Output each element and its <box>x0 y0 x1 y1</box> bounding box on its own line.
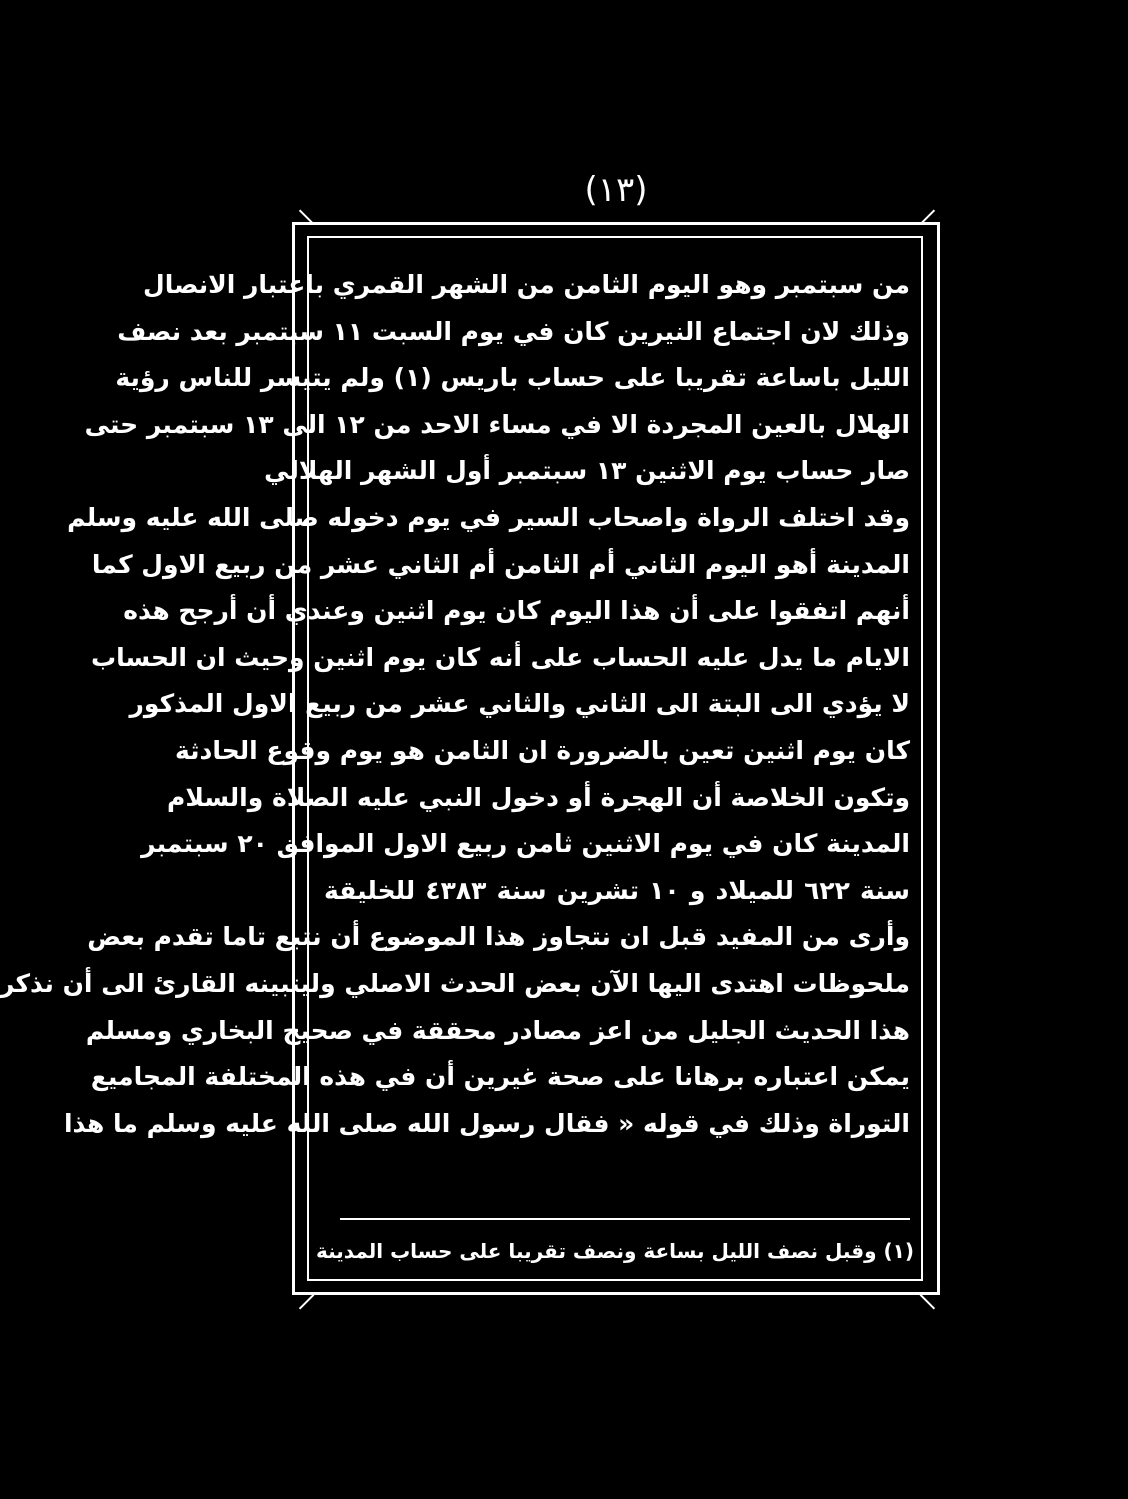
text-line: وتكون الخلاصة أن الهجرة أو دخول النبي عليه الصلاة والسلام <box>167 782 910 812</box>
text-line: المدينة أهو اليوم الثاني أم الثامن أم الثاني عشر من ربيع الاول كما <box>91 549 910 579</box>
footnote: (١) وقبل نصف الليل بساعة ونصف تقريبا على حساب المدينة <box>315 1239 914 1263</box>
text-line: كان يوم اثنين تعين بالضرورة ان الثامن هو يوم وقوع الحادثة <box>174 735 910 765</box>
border-corner-bottom-right <box>920 1294 936 1310</box>
text-line: يمكن اعتباره برهانا على صحة غيرين أن في هذه المختلفة المجاميع <box>90 1062 910 1092</box>
text-line: وذلك لان اجتماع النيرين كان في يوم السبت ١١ سبتمبر بعد نصف <box>117 316 910 346</box>
text-line: لا يؤدي الى البتة الى الثاني والثاني عشر من ربيع الاول المذكور <box>129 689 910 719</box>
border-corner-bottom-left <box>299 1294 315 1310</box>
text-line: أنهم اتفقوا على أن هذا اليوم كان يوم اثنين وعندي أن أرجح هذه <box>123 596 910 626</box>
body-text <box>0 262 910 1147</box>
page-number: (١٣) <box>584 170 648 210</box>
text-line: المدينة كان في يوم الاثنين ثامن ربيع الاول الموافق ٢٠ سبتمبر <box>141 829 910 859</box>
text-line: الهلال بالعين المجردة الا في مساء الاحد من ١٢ الى ١٣ سبتمبر حتى <box>84 409 910 439</box>
text-line: الليل باساعة تقريبا على حساب باريس (١) ولم يتيسر للناس رؤية <box>115 363 910 393</box>
text-line: الايام ما يدل عليه الحساب على أنه كان يوم اثنين وحيث ان الحساب <box>91 642 910 672</box>
text-line: ملحوظات اهتدى اليها الآن بعض الحدث الاصلي وليتبينه القارئ الى أن نذكر <box>0 968 910 998</box>
text-line: صار حساب يوم الاثنين ١٣ سبتمبر أول الشهر الهلالي <box>264 456 910 486</box>
text-line: التوراة وذلك في قوله « فقال رسول الله صلى الله عليه وسلم ما هذا <box>63 1108 910 1138</box>
text-line: سنة ٦٢٢ للميلاد و ١٠ تشرين سنة ٤٣٨٣ للخليقة <box>324 875 910 905</box>
text-line: هذا الحديث الجليل من اعز مصادر محققة في صحيح البخاري ومسلم <box>85 1015 910 1045</box>
text-line: من سبتمبر وهو اليوم الثامن من الشهر القمري باعتبار الانصال <box>143 270 910 299</box>
footnote-separator <box>340 1218 910 1220</box>
text-line: وأرى من المفيد قبل ان نتجاوز هذا الموضوع أن نتبع تاما تقدم بعض <box>87 922 910 952</box>
text-line: وقد اختلف الرواة واصحاب السير في يوم دخوله صلى الله عليه وسلم <box>67 502 910 532</box>
